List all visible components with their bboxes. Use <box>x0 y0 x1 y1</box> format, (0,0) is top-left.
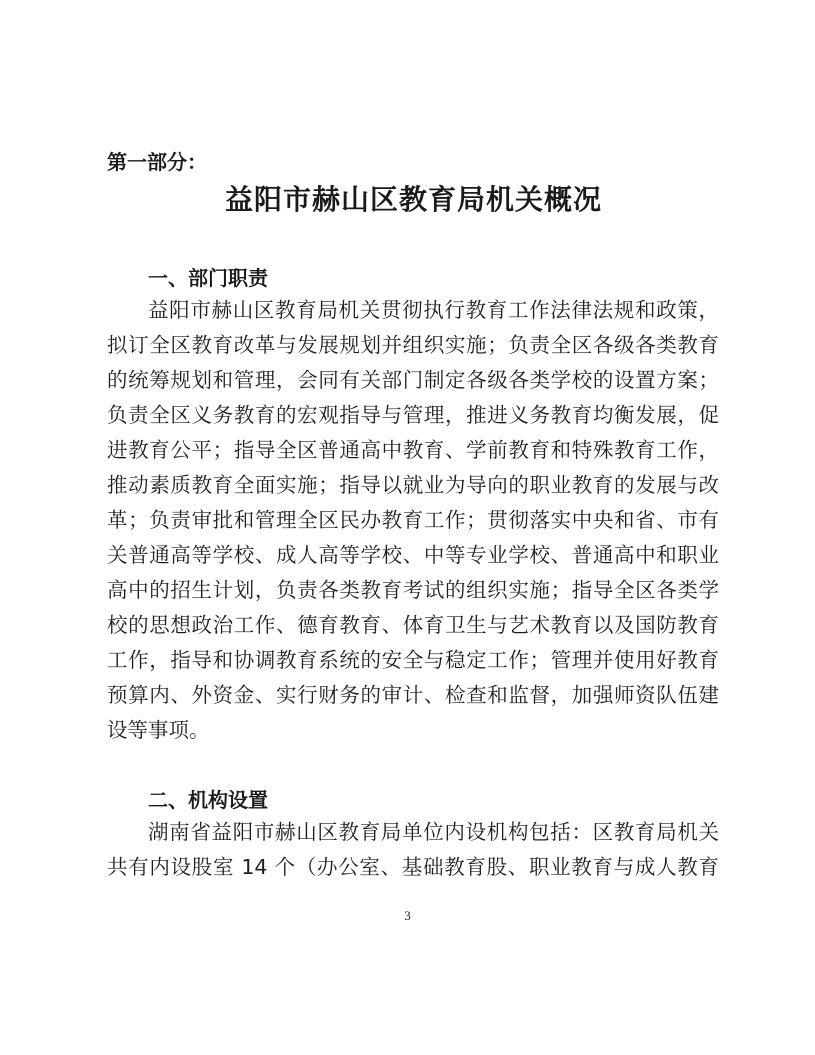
section-heading-duties: 一、部门职责 <box>148 266 268 290</box>
paragraph-line: 负责全区义务教育的宏观指导与管理，推进义务教育均衡发展，促 <box>107 403 719 427</box>
section-heading-structure: 二、机构设置 <box>148 788 268 812</box>
paragraph-line: 进教育公平；指导全区普通高中教育、学前教育和特殊教育工作， <box>107 438 719 462</box>
paragraph-line: 关普通高等学校、成人高等学校、中等专业学校、普通高中和职业 <box>107 543 719 567</box>
paragraph-line: 高中的招生计划，负责各类教育考试的组织实施；指导全区各类学 <box>107 578 719 602</box>
paragraph-line: 工作，指导和协调教育系统的安全与稳定工作；管理并使用好教育 <box>107 648 719 672</box>
part-label: 第一部分： <box>107 150 207 174</box>
paragraph-line: 益阳市赫山区教育局机关贯彻执行教育工作法律法规和政策， <box>148 298 719 322</box>
paragraph-line: 拟订全区教育改革与发展规划并组织实施；负责全区各级各类教育 <box>107 333 719 357</box>
paragraph-line: 预算内、外资金、实行财务的审计、检查和监督，加强师资队伍建 <box>107 683 719 707</box>
document-title: 益阳市赫山区教育局机关概况 <box>224 183 602 216</box>
paragraph-line: 共有内设股室 14 个（办公室、基础教育股、职业教育与成人教育 <box>107 855 719 879</box>
page-number: 3 <box>404 908 411 923</box>
paragraph-line: 湖南省益阳市赫山区教育局单位内设机构包括：区教育局机关 <box>148 820 719 844</box>
paragraph-line: 推动素质教育全面实施；指导以就业为导向的职业教育的发展与改 <box>107 473 719 497</box>
paragraph-line: 设等事项。 <box>107 718 210 742</box>
paragraph-line: 校的思想政治工作、德育教育、体育卫生与艺术教育以及国防教育 <box>107 613 719 637</box>
paragraph-line: 的统筹规划和管理，会同有关部门制定各级各类学校的设置方案； <box>107 368 719 392</box>
section-body-structure <box>107 815 719 885</box>
section-body-duties <box>107 293 719 748</box>
paragraph-line: 革；负责审批和管理全区民办教育工作；贯彻落实中央和省、市有 <box>107 508 719 532</box>
